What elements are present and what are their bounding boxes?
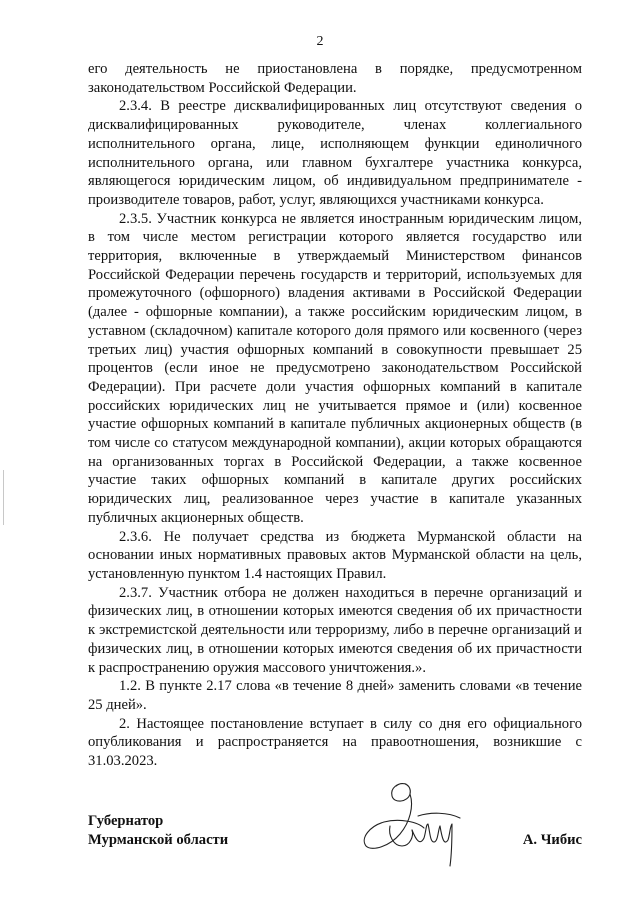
paragraph-2: 2. Настоящее постановление вступает в силу со дня его официального опубликования и распространяется на правоотношения, возникшие с 31.03.2023. xyxy=(88,715,582,770)
signer-position-line-2: Мурманской области xyxy=(88,831,229,848)
paragraph-2-3-7: 2.3.7. Участник отбора не должен находиться в перечне организаций и физических лиц, в отношении которых имеются сведения об их причастности к экстремистской деятельности или терроризму, либо в перечне организаций и физических лиц, в отношении которых имеются сведения об их причастности к распространению оружия массового уничтожения.». xyxy=(88,584,582,676)
paragraph-2-3-5: 2.3.5. Участник конкурса не является иностранным юридическим лицом, в том числе местом регистрации которого является государство или территория, включенные в утверждаемый Министерством финансов Российской Федерации перечень государств и территорий, используемых для промежуточного (офшорного) владения активами в Российской Федерации (далее - офшорные компании), а также российским юридическим лицом, в уставном (складочном) капитале которого доля прямого или косвенного (через третьих лиц) участия офшорных компаний в совокупности превышает 25 процентов (если иное не предусмотрено законодательством Российской Федерации). При расчете доли участия офшорных компаний в капитале российских юридических лиц не учитывается прямое и (или) косвенное участие офшорных компаний в капитале публичных акционерных обществ (в том числе со статусом международной компании), акции которых обращаются на организованных торгах в Российской Федерации, а также косвенное участие таких офшорных компаний в капитале других российских юридических лиц, реализованное через участие в капитале указанных публичных акционерных обществ. xyxy=(88,210,582,526)
signer-position-line-1: Губернатор xyxy=(88,813,164,829)
paragraph-continuation: его деятельность не приостановлена в порядке, предусмотренном законодательством Российской Федерации. xyxy=(88,61,582,96)
page-number: 2 xyxy=(316,34,324,49)
paragraph-1-2: 1.2. В пункте 2.17 слова «в течение 8 дней» заменить словами «в течение 25 дней». xyxy=(88,678,582,713)
handwritten-signature xyxy=(360,776,470,876)
scan-edge-mark xyxy=(3,470,4,525)
document-body xyxy=(88,60,582,771)
signer-name: А. Чибис xyxy=(522,832,582,848)
paragraph-2-3-4: 2.3.4. В реестре дисквалифицированных лиц отсутствуют сведения о дисквалифицированных руководителе, членах коллегиального исполнительного органа, лице, исполняющем функции единоличного исполнительного органа, или главном бухгалтере участника конкурса, являющегося юридическим лицом, об индивидуальном предпринимателе - производителе товаров, работ, услуг, являющихся участниками конкурса. xyxy=(88,98,582,208)
signer-position xyxy=(88,812,228,849)
paragraph-2-3-6: 2.3.6. Не получает средства из бюджета Мурманской области на основании иных нормативных правовых актов Мурманской области на цель, установленную пунктом 1.4 настоящих Правил. xyxy=(88,528,582,582)
signature-block xyxy=(88,812,582,872)
